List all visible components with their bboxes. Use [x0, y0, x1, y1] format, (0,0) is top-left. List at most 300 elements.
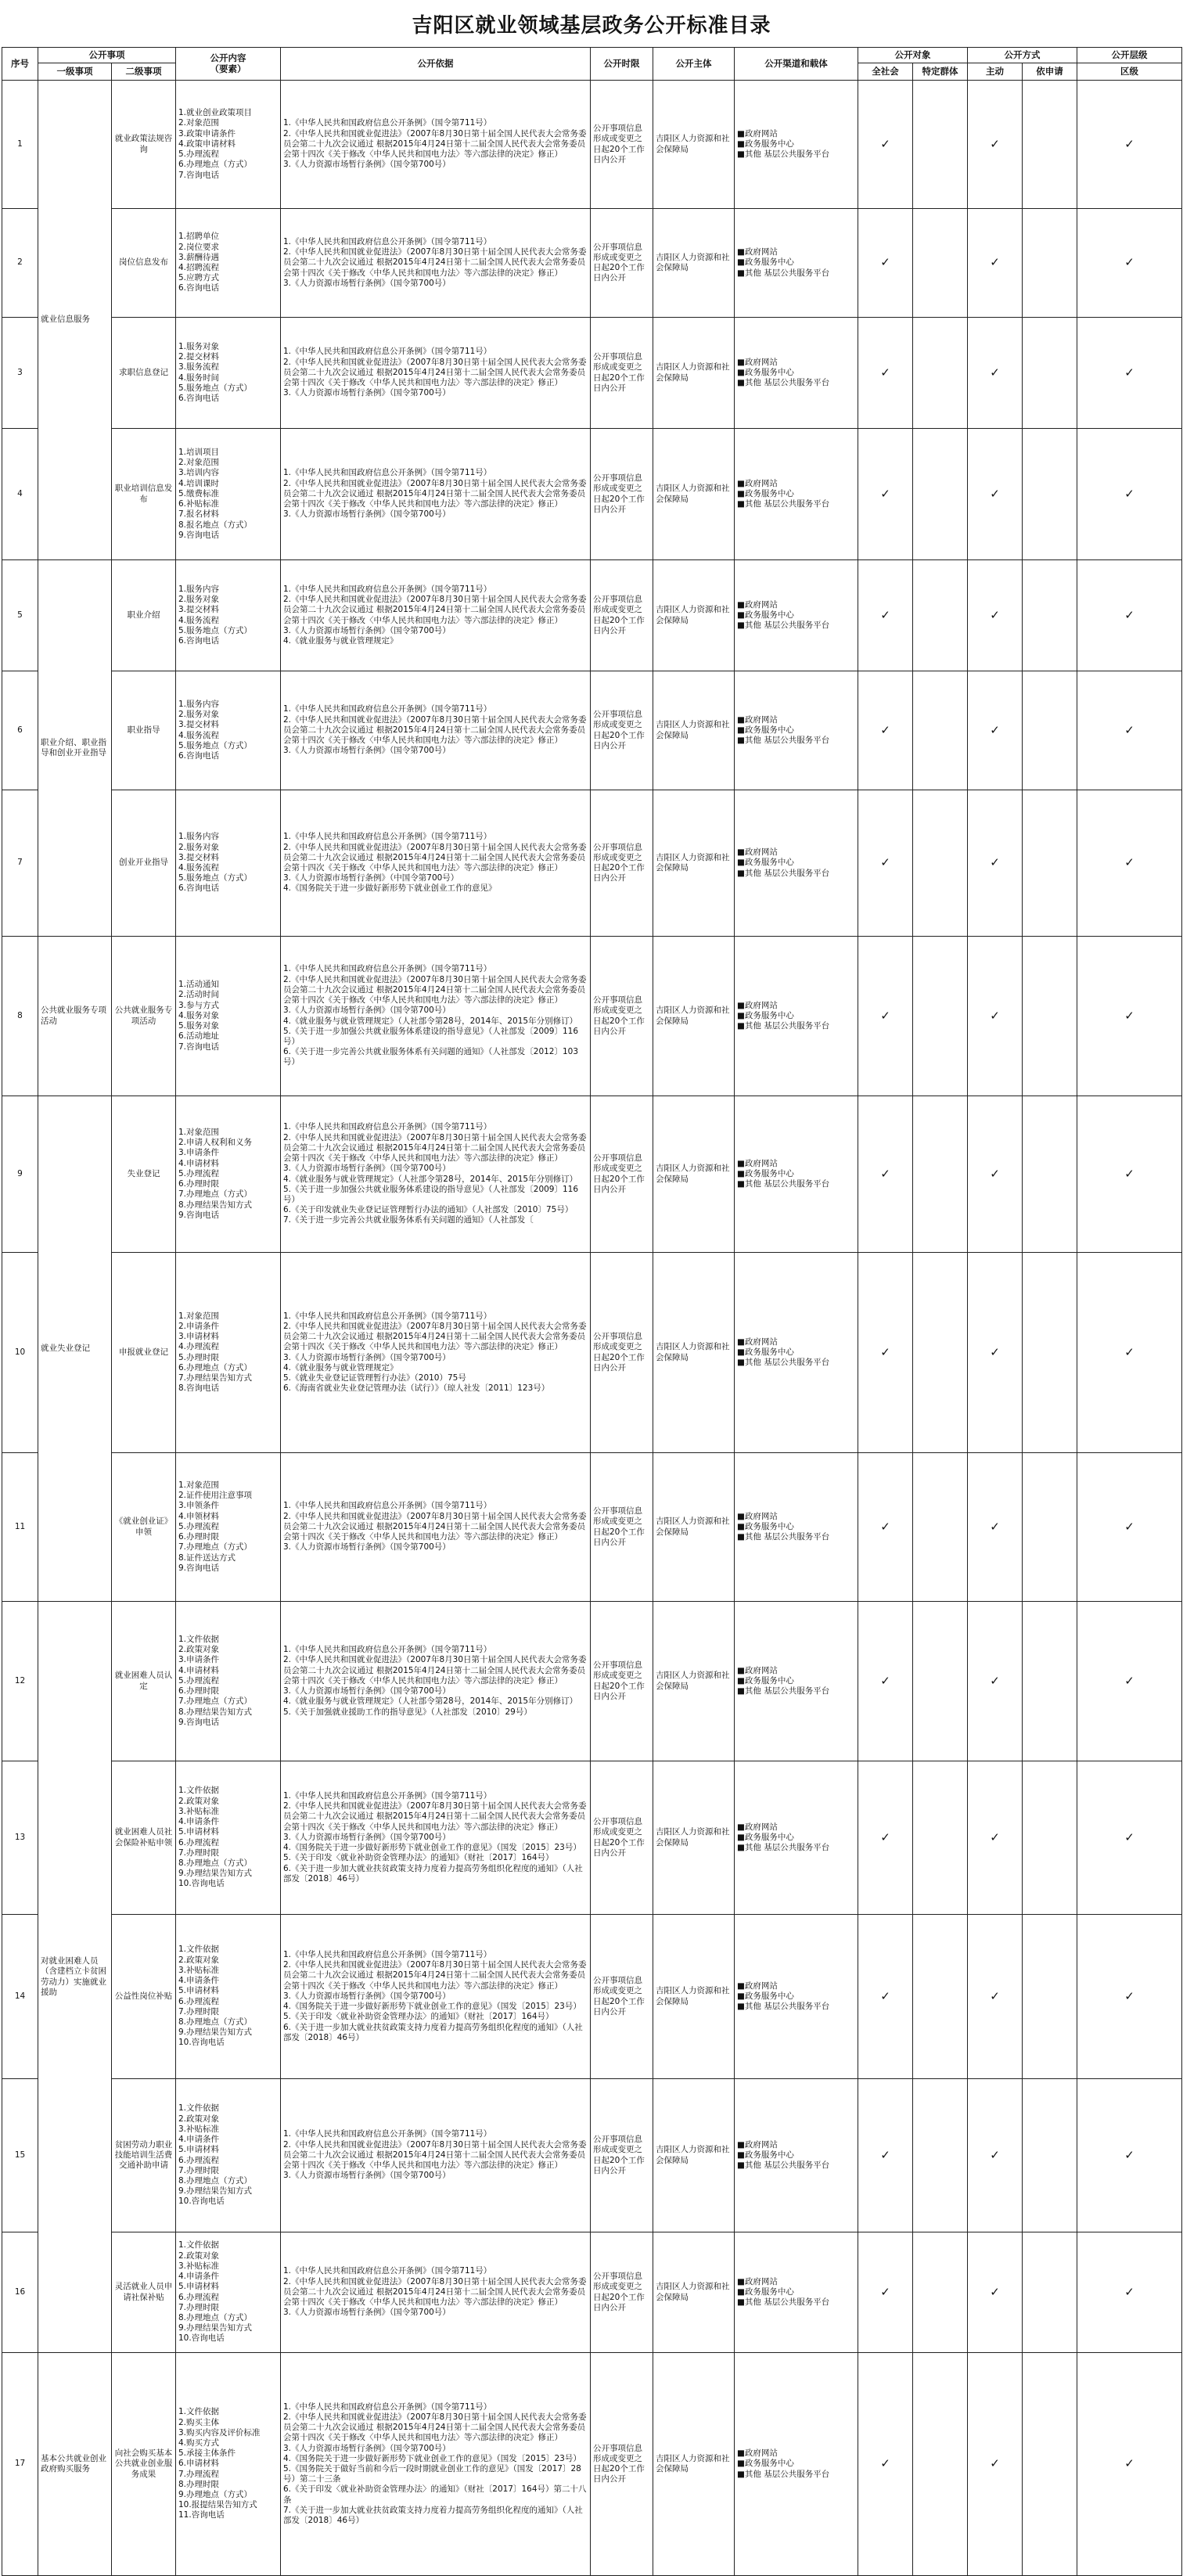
text-line: 3.申请材料 [178, 1332, 220, 1342]
text-line: 3.申请条件 [178, 1655, 220, 1665]
row-number: 12 [2, 1602, 38, 1761]
text-line: 2.《中华人民共和国就业促进法》（2007年8月30日第十届全国人民代表大会常务委员会第二十九次会议通过 根据2015年4月24日第十二届全国人民代表大会常务委员会第十四次《关于修改〈中华人民共和国电力法〉等六部法律的决定》修正） [283, 1960, 587, 1991]
text-line: 5.缴费标准 [178, 488, 220, 498]
channel-item: ■其他 基层公共服务平台 [737, 499, 830, 509]
channel-item: ■其他 基层公共服务平台 [737, 1843, 830, 1853]
subject: 吉阳区人力资源和社会保障局 [653, 671, 735, 790]
text-line: 3.《人力资源市场暂行条例》（国令第700号） [283, 2443, 451, 2453]
row-number: 9 [2, 1096, 38, 1253]
active-check: ✓ [968, 1453, 1023, 1602]
text-line: 1.《中华人民共和国政府信息公开条例》（国令第711号） [283, 832, 492, 842]
text-line: 10.咨询电话 [178, 1879, 225, 1889]
district-check: ✓ [1077, 2353, 1182, 2576]
table-row [2, 1096, 1182, 1253]
timing: 公开事项信息形成或变更之日起20个工作日内公开 [591, 1602, 653, 1761]
row-number: 14 [2, 1915, 38, 2079]
text-line: 1.《中华人民共和国政府信息公开条例》（国令第711号） [283, 1645, 492, 1655]
text-line: 7.办理地点（方式） [178, 1542, 253, 1552]
channel-item: ■政府网站 [737, 1822, 778, 1832]
level1-item: 就业信息服务 [38, 81, 112, 560]
header-district: 区级 [1077, 63, 1182, 81]
legal-basis [281, 560, 591, 671]
specific-check [913, 1453, 968, 1602]
channel-item: ■政务服务中心 [737, 2459, 794, 2469]
channel-item: ■政务服务中心 [737, 1991, 794, 2001]
request-check [1023, 209, 1077, 318]
text-line: 7.咨询电话 [178, 1042, 220, 1052]
text-line: 3.《人力资源市场暂行条例》（国令第700号） [283, 1542, 451, 1552]
text-line: 6.咨询电话 [178, 750, 220, 761]
text-line: 5.办理时限 [178, 1352, 220, 1362]
subject: 吉阳区人力资源和社会保障局 [653, 1915, 735, 2079]
content-elements [176, 2353, 281, 2576]
request-check [1023, 1096, 1077, 1253]
row-number: 8 [2, 937, 38, 1096]
text-line: 2.《中华人民共和国就业促进法》（2007年8月30日第十届全国人民代表大会常务委员会第二十九次会议通过 根据2015年4月24日第十二届全国人民代表大会常务委员会第十四次《关于修改〈中华人民共和国电力法〉等六部法律的决定》修正） [283, 478, 587, 509]
specific-check [913, 1761, 968, 1915]
legal-basis [281, 81, 591, 209]
text-line: 2.《中华人民共和国就业促进法》（2007年8月30日第十届全国人民代表大会常务委员会第二十九次会议通过 根据2015年4月24日第十二届全国人民代表大会常务委员会第十四次《关于修改〈中华人民共和国电力法〉等六部法律的决定》修正） [283, 2139, 587, 2171]
table-row [2, 2079, 1182, 2232]
specific-check [913, 81, 968, 209]
channel-item: ■其他 基层公共服务平台 [737, 736, 830, 746]
text-line: 2.服务对象 [178, 842, 220, 852]
timing: 公开事项信息形成或变更之日起20个工作日内公开 [591, 937, 653, 1096]
text-line: 3.购买内容及评价标准 [178, 2427, 261, 2437]
subject: 吉阳区人力资源和社会保障局 [653, 429, 735, 560]
specific-check [913, 1253, 968, 1453]
text-line: 5.《关于印发〈就业补助资金管理办法〉的通知》（财社〔2017〕164号） [283, 1853, 554, 1863]
text-line: 7.报名材料 [178, 509, 220, 520]
specific-check [913, 1915, 968, 2079]
text-line: 6.《海南省就业失业登记管理办法（试行）》（琼人社发〔2011〕123号） [283, 1383, 550, 1394]
text-line: 4.《国务院关于进一步做好新形势下就业创业工作的意见》（国发〔2015〕23号） [283, 2002, 581, 2012]
text-line: 1.培训项目 [178, 448, 220, 458]
content-elements [176, 429, 281, 560]
district-check: ✓ [1077, 1761, 1182, 1915]
text-line: 6.办理时限 [178, 1179, 220, 1189]
channel-item: ■政府网站 [737, 1337, 778, 1347]
subject: 吉阳区人力资源和社会保障局 [653, 560, 735, 671]
channel-item: ■其他 基层公共服务平台 [737, 1532, 830, 1542]
channel-item: ■其他 基层公共服务平台 [737, 2469, 830, 2479]
timing: 公开事项信息形成或变更之日起20个工作日内公开 [591, 2079, 653, 2232]
text-line: 4.申请材料 [178, 1158, 220, 1168]
text-line: 9.办理结果告知方式 [178, 2027, 253, 2038]
active-check: ✓ [968, 1253, 1023, 1453]
public-check: ✓ [858, 1602, 913, 1761]
text-line: 1.《中华人民共和国政府信息公开条例》（国令第711号） [283, 964, 492, 974]
active-check: ✓ [968, 2232, 1023, 2353]
content-elements [176, 1915, 281, 2079]
text-line: 1.《中华人民共和国政府信息公开条例》（国令第711号） [283, 1311, 492, 1321]
text-line: 3.提交材料 [178, 720, 220, 730]
text-line: 2.购买主体 [178, 2417, 220, 2427]
text-line: 4.《就业服务与就业管理规定》 [283, 635, 398, 646]
timing: 公开事项信息形成或变更之日起20个工作日内公开 [591, 1096, 653, 1253]
active-check: ✓ [968, 209, 1023, 318]
legal-basis [281, 937, 591, 1096]
request-check [1023, 81, 1077, 209]
content-elements [176, 1761, 281, 1915]
text-line: 1.活动通知 [178, 980, 220, 990]
text-line: 1.对象范围 [178, 1480, 220, 1491]
text-line: 10.咨询电话 [178, 2038, 225, 2048]
text-line: 2.《中华人民共和国就业促进法》（2007年8月30日第十届全国人民代表大会常务委员会第二十九次会议通过 根据2015年4月24日第十二届全国人民代表大会常务委员会第十四次《关于修改〈中华人民共和国电力法〉等六部法律的决定》修正） [283, 128, 587, 160]
header-level1: 一级事项 [38, 63, 112, 81]
text-line: 5.承接主体条件 [178, 2448, 236, 2459]
text-line: 1.文件依据 [178, 1945, 220, 1955]
content-elements [176, 1253, 281, 1453]
text-line: 4.服务时间 [178, 372, 220, 383]
timing: 公开事项信息形成或变更之日起20个工作日内公开 [591, 429, 653, 560]
text-line: 1.对象范围 [178, 1128, 220, 1138]
channel-item: ■其他 基层公共服务平台 [737, 2297, 830, 2308]
text-line: 1.文件依据 [178, 2240, 220, 2250]
level2-item: 公共就业服务专项活动 [112, 937, 176, 1096]
channel-item: ■政府网站 [737, 1665, 778, 1675]
public-check: ✓ [858, 1453, 913, 1602]
active-check: ✓ [968, 1602, 1023, 1761]
text-line: 6.《关于进一步加大就业扶贫政策支持力度着力提高劳务组织化程度的通知》（人社部发〔2018〕46号） [283, 1863, 583, 1883]
level2-item: 就业困难人员社会保险补贴申领 [112, 1761, 176, 1915]
row-number: 17 [2, 2353, 38, 2576]
active-check: ✓ [968, 318, 1023, 429]
text-line: 3.申领条件 [178, 1501, 220, 1511]
text-line: 5.服务地点（方式） [178, 625, 253, 635]
row-number: 11 [2, 1453, 38, 1602]
text-line: 9.咨询电话 [178, 530, 220, 540]
text-line: 6.补贴标准 [178, 499, 220, 509]
text-line: 5.办理流程 [178, 1168, 220, 1178]
text-line: 4.《国务院关于进一步做好新形势下就业创业工作的意见》（国发〔2015〕23号） [283, 1843, 581, 1853]
legal-basis [281, 1253, 591, 1453]
channels [735, 560, 858, 671]
channel-item: ■政府网站 [737, 599, 778, 610]
text-line: 6.《关于印发〈就业补助资金管理办法〉的通知》（财社〔2017〕164号）第二十八条 [283, 2484, 587, 2505]
text-line: 1.文件依据 [178, 1635, 220, 1645]
active-check: ✓ [968, 937, 1023, 1096]
request-check [1023, 2079, 1077, 2232]
channel-item: ■其他 基层公共服务平台 [737, 2002, 830, 2012]
specific-check [913, 318, 968, 429]
text-line: 8.办理地点（方式） [178, 1858, 253, 1868]
text-line: 1.《中华人民共和国政府信息公开条例》（国令第711号） [283, 584, 492, 594]
text-line: 1.《中华人民共和国政府信息公开条例》（国令第711号） [283, 2266, 492, 2276]
text-line: 5.服务对象 [178, 1021, 220, 1031]
text-line: 1.《中华人民共和国政府信息公开条例》（国令第711号） [283, 1122, 492, 1132]
text-line: 3.《人力资源市场暂行条例》（国令第700号） [283, 1991, 451, 2001]
public-check: ✓ [858, 1761, 913, 1915]
text-line: 1.文件依据 [178, 2103, 220, 2114]
channel-item: ■政府网站 [737, 478, 778, 488]
text-line: 1.《中华人民共和国政府信息公开条例》（国令第711号） [283, 1791, 492, 1801]
channel-item: ■其他 基层公共服务平台 [737, 378, 830, 388]
text-line: 1.文件依据 [178, 2407, 220, 2417]
table-row [2, 1453, 1182, 1602]
request-check [1023, 2232, 1077, 2353]
text-line: 1.对象范围 [178, 1311, 220, 1321]
channel-item: ■政务服务中心 [737, 610, 794, 620]
row-number: 7 [2, 790, 38, 937]
channels [735, 2232, 858, 2353]
request-check [1023, 429, 1077, 560]
row-number: 2 [2, 209, 38, 318]
header-level: 公开层级 [1077, 48, 1182, 63]
text-line: 4.办理流程 [178, 1342, 220, 1352]
public-check: ✓ [858, 81, 913, 209]
text-line: 3.《人力资源市场暂行条例》（国令第700号） [283, 278, 451, 288]
table-row [2, 318, 1182, 429]
level2-item: 职业培训信息发布 [112, 429, 176, 560]
channel-item: ■其他 基层公共服务平台 [737, 1021, 830, 1031]
content-elements [176, 560, 281, 671]
channel-item: ■政府网站 [737, 247, 778, 257]
legal-basis [281, 2232, 591, 2353]
subject: 吉阳区人力资源和社会保障局 [653, 2353, 735, 2576]
timing: 公开事项信息形成或变更之日起20个工作日内公开 [591, 671, 653, 790]
header-active: 主动 [968, 63, 1023, 81]
text-line: 6.申请材料 [178, 2459, 220, 2469]
district-check: ✓ [1077, 1096, 1182, 1253]
text-line: 5.《关于进一步加强公共就业服务体系建设的指导意见》（人社部发〔2009〕116号） [283, 1184, 579, 1204]
timing: 公开事项信息形成或变更之日起20个工作日内公开 [591, 318, 653, 429]
row-number: 10 [2, 1253, 38, 1453]
specific-check [913, 429, 968, 560]
public-check: ✓ [858, 560, 913, 671]
request-check [1023, 2353, 1077, 2576]
active-check: ✓ [968, 1096, 1023, 1253]
active-check: ✓ [968, 560, 1023, 671]
text-line: 8.报名地点（方式） [178, 520, 253, 530]
text-line: 3.参与方式 [178, 1000, 220, 1010]
channel-item: ■政府网站 [737, 1158, 778, 1168]
text-line: 3.提交材料 [178, 605, 220, 615]
row-number: 5 [2, 560, 38, 671]
text-line: 7.办理结果告知方式 [178, 1373, 253, 1383]
text-line: 1.服务内容 [178, 699, 220, 709]
level2-item: 灵活就业人员申请社保补贴 [112, 2232, 176, 2353]
channel-item: ■政府网站 [737, 2276, 778, 2286]
header-level2: 二级事项 [112, 63, 176, 81]
channel-item: ■其他 基层公共服务平台 [737, 149, 830, 160]
text-line: 3.《人力资源市场暂行条例》（国令第700号） [283, 1352, 451, 1362]
text-line: 4.《就业服务与就业管理规定》 [283, 1362, 398, 1373]
specific-check [913, 209, 968, 318]
public-check: ✓ [858, 2079, 913, 2232]
text-line: 2.申请人权利和义务 [178, 1138, 253, 1148]
channel-item: ■政务服务中心 [737, 1168, 794, 1178]
timing: 公开事项信息形成或变更之日起20个工作日内公开 [591, 560, 653, 671]
text-line: 9.咨询电话 [178, 1210, 220, 1220]
text-line: 8.办理时限 [178, 2479, 220, 2489]
text-line: 4.服务流程 [178, 863, 220, 872]
text-line: 4.《国务院关于进一步做好新形势下就业创业工作的意见》（国发〔2015〕23号） [283, 2453, 581, 2463]
district-check: ✓ [1077, 209, 1182, 318]
text-line: 11.咨询电话 [178, 2510, 225, 2520]
channel-item: ■政府网站 [737, 2448, 778, 2459]
channels [735, 429, 858, 560]
text-line: 2.《中华人民共和国就业促进法》（2007年8月30日第十届全国人民代表大会常务委员会第二十九次会议通过 根据2015年4月24日第十二届全国人民代表大会常务委员会第十四次《关于修改〈中华人民共和国电力法〉等六部法律的决定》修正） [283, 1511, 587, 1542]
active-check: ✓ [968, 671, 1023, 790]
legal-basis [281, 790, 591, 937]
channel-item: ■政府网站 [737, 1000, 778, 1010]
text-line: 7.办理地点（方式） [178, 1696, 253, 1707]
request-check [1023, 1915, 1077, 2079]
subject: 吉阳区人力资源和社会保障局 [653, 1453, 735, 1602]
subject: 吉阳区人力资源和社会保障局 [653, 2079, 735, 2232]
legal-basis [281, 429, 591, 560]
public-check: ✓ [858, 1915, 913, 2079]
channel-item: ■其他 基层公共服务平台 [737, 868, 830, 878]
channel-item: ■政务服务中心 [737, 139, 794, 149]
text-line: 2.岗位要求 [178, 242, 220, 252]
table-row [2, 209, 1182, 318]
subject: 吉阳区人力资源和社会保障局 [653, 2232, 735, 2353]
text-line: 6.《关于印发就业失业登记证管理暂行办法的通知》（人社部发〔2010〕75号） [283, 1205, 574, 1215]
text-line: 4.申请条件 [178, 1817, 220, 1827]
text-line: 6.办理流程 [178, 1837, 220, 1847]
public-check: ✓ [858, 429, 913, 560]
text-line: 9.咨询电话 [178, 1717, 220, 1727]
level1-item: 公共就业服务专项活动 [38, 937, 112, 1096]
subject: 吉阳区人力资源和社会保障局 [653, 1761, 735, 1915]
request-check [1023, 1253, 1077, 1453]
text-line: 6.办理时限 [178, 1686, 220, 1696]
subject: 吉阳区人力资源和社会保障局 [653, 318, 735, 429]
level2-item: 申报就业登记 [112, 1253, 176, 1453]
text-line: 2.申请条件 [178, 1321, 220, 1331]
active-check: ✓ [968, 429, 1023, 560]
table-row [2, 1761, 1182, 1915]
subject: 吉阳区人力资源和社会保障局 [653, 937, 735, 1096]
channel-item: ■政府网站 [737, 1981, 778, 1991]
text-line: 7.《关于进一步完善公共就业服务体系有关问题的通知》（人社部发〔 [283, 1215, 534, 1225]
content-elements [176, 1453, 281, 1602]
request-check [1023, 560, 1077, 671]
text-line: 1.《中华人民共和国政府信息公开条例》（国令第711号） [283, 2402, 492, 2412]
text-line: 2.政策对象 [178, 2250, 220, 2261]
legal-basis [281, 209, 591, 318]
legal-basis [281, 1453, 591, 1602]
text-line: 6.《关于进一步加大就业扶贫政策支持力度着力提高劳务组织化程度的通知》（人社部发〔2018〕46号） [283, 2022, 583, 2042]
text-line: 2.政策对象 [178, 1796, 220, 1806]
row-number: 6 [2, 671, 38, 790]
channels [735, 937, 858, 1096]
specific-check [913, 2079, 968, 2232]
channels [735, 318, 858, 429]
request-check [1023, 937, 1077, 1096]
text-line: 4.《就业服务与就业管理规定》（人社部令第28号，2014年、2015年分别修订） [283, 1016, 578, 1026]
active-check: ✓ [968, 81, 1023, 209]
row-number: 16 [2, 2232, 38, 2353]
channels [735, 209, 858, 318]
request-check [1023, 1761, 1077, 1915]
subject: 吉阳区人力资源和社会保障局 [653, 209, 735, 318]
text-line: 5.服务地点（方式） [178, 873, 253, 883]
text-line: 9.办理结果告知方式 [178, 2186, 253, 2196]
text-line: 3.补贴标准 [178, 1965, 220, 1975]
header-public: 全社会 [858, 63, 913, 81]
page-title: 吉阳区就业领域基层政务公开标准目录 [412, 14, 771, 38]
text-line: 2.《中华人民共和国就业促进法》（2007年8月30日第十届全国人民代表大会常务委员会第二十九次会议通过 根据2015年4月24日第十二届全国人民代表大会常务委员会第十四次《关于修改〈中华人民共和国电力法〉等六部法律的决定》修正） [283, 247, 587, 278]
text-line: 2.《中华人民共和国就业促进法》（2007年8月30日第十届全国人民代表大会常务委员会第二十九次会议通过 根据2015年4月24日第十二届全国人民代表大会常务委员会第十四次《关于修改〈中华人民共和国电力法〉等六部法律的决定》修正） [283, 1801, 587, 1832]
channels [735, 1096, 858, 1253]
text-line: 3.《人力资源市场暂行条例》（国令第700号） [283, 160, 451, 170]
row-number: 13 [2, 1761, 38, 1915]
header-specific: 特定群体 [913, 63, 968, 81]
text-line: 3.《人力资源市场暂行条例》（国令第700号） [283, 388, 451, 398]
text-line: 7.《关于进一步加大就业扶贫政策支持力度着力提高劳务组织化程度的通知》（人社部发〔2018〕46号） [283, 2505, 583, 2526]
text-line: 2.《中华人民共和国就业促进法》（2007年8月30日第十届全国人民代表大会常务委员会第二十九次会议通过 根据2015年4月24日第十二届全国人民代表大会常务委员会第十四次《关于修改〈中华人民共和国电力法〉等六部法律的决定》修正） [283, 842, 587, 872]
text-line: 2.《中华人民共和国就业促进法》（2007年8月30日第十届全国人民代表大会常务委员会第二十九次会议通过 根据2015年4月24日第十二届全国人民代表大会常务委员会第十四次《关于修改〈中华人民共和国电力法〉等六部法律的决定》修正） [283, 1132, 587, 1164]
text-line: 5.服务地点（方式） [178, 383, 253, 393]
legal-basis [281, 2079, 591, 2232]
district-check: ✓ [1077, 1915, 1182, 2079]
text-line: 6.咨询电话 [178, 393, 220, 403]
text-line: 7.办理时限 [178, 2165, 220, 2175]
text-line: 1.服务内容 [178, 832, 220, 842]
text-line: 3.《人力资源市场暂行条例》（国令第700号） [283, 1686, 451, 1696]
channels [735, 1453, 858, 1602]
text-line: 5.《国务院关于做好当前和今后一段时期就业创业工作的意见》（国发〔2017〕28号）第二十三条 [283, 2464, 581, 2484]
text-line: 7.办理时限 [178, 2006, 220, 2017]
channels [735, 1915, 858, 2079]
channel-item: ■政务服务中心 [737, 858, 794, 868]
channel-item: ■其他 基层公共服务平台 [737, 1686, 830, 1696]
text-line: 5.《关于加强就业援助工作的指导意见》（人社部发〔2010〕29号） [283, 1707, 532, 1717]
text-line: 6.办理时限 [178, 1532, 220, 1542]
text-line: 3.培训内容 [178, 468, 220, 478]
text-line: 2.《中华人民共和国就业促进法》（2007年8月30日第十届全国人民代表大会常务委员会第二十九次会议通过 根据2015年4月24日第十二届全国人民代表大会常务委员会第十四次《关于修改〈中华人民共和国电力法〉等六部法律的决定》修正） [283, 595, 587, 625]
table-row [2, 1602, 1182, 1761]
text-line: 8.办理结果告知方式 [178, 1707, 253, 1717]
text-line: 4.招聘流程 [178, 263, 220, 272]
channel-item: ■政府网站 [737, 128, 778, 139]
text-line: 1.《中华人民共和国政府信息公开条例》（国令第711号） [283, 118, 492, 128]
district-check: ✓ [1077, 560, 1182, 671]
text-line: 6.咨询电话 [178, 883, 220, 894]
row-number: 1 [2, 81, 38, 209]
text-line: 8.咨询电话 [178, 1383, 220, 1394]
text-line: 6.咨询电话 [178, 283, 220, 293]
legal-basis [281, 1602, 591, 1761]
subject: 吉阳区人力资源和社会保障局 [653, 1602, 735, 1761]
text-line: 4.《就业服务与就业管理规定》（人社部令第28号，2014年、2015年分别修订） [283, 1696, 578, 1707]
header-request: 依申请 [1023, 63, 1077, 81]
channel-item: ■政府网站 [737, 847, 778, 858]
text-line: 4.购买方式 [178, 2437, 220, 2448]
channel-item: ■政府网站 [737, 2139, 778, 2150]
timing: 公开事项信息形成或变更之日起20个工作日内公开 [591, 1915, 653, 2079]
active-check: ✓ [968, 790, 1023, 937]
text-line: 6.办理流程 [178, 2155, 220, 2165]
subject: 吉阳区人力资源和社会保障局 [653, 81, 735, 209]
text-line: 3.提交材料 [178, 852, 220, 862]
text-line: 9.办理结果告知方式 [178, 2323, 253, 2333]
request-check [1023, 790, 1077, 937]
text-line: 2.政策对象 [178, 1955, 220, 1965]
table-row [2, 1253, 1182, 1453]
channels [735, 81, 858, 209]
text-line: 5.办理流程 [178, 1521, 220, 1531]
text-line: 4.《就业服务与就业管理规定》（人社部令第28号，2014年、2015年分别修订） [283, 1174, 578, 1184]
legal-basis [281, 318, 591, 429]
active-check: ✓ [968, 1915, 1023, 2079]
text-line: 3.补贴标准 [178, 1806, 220, 1816]
level2-item: 职业指导 [112, 671, 176, 790]
table-row [2, 1915, 1182, 2079]
